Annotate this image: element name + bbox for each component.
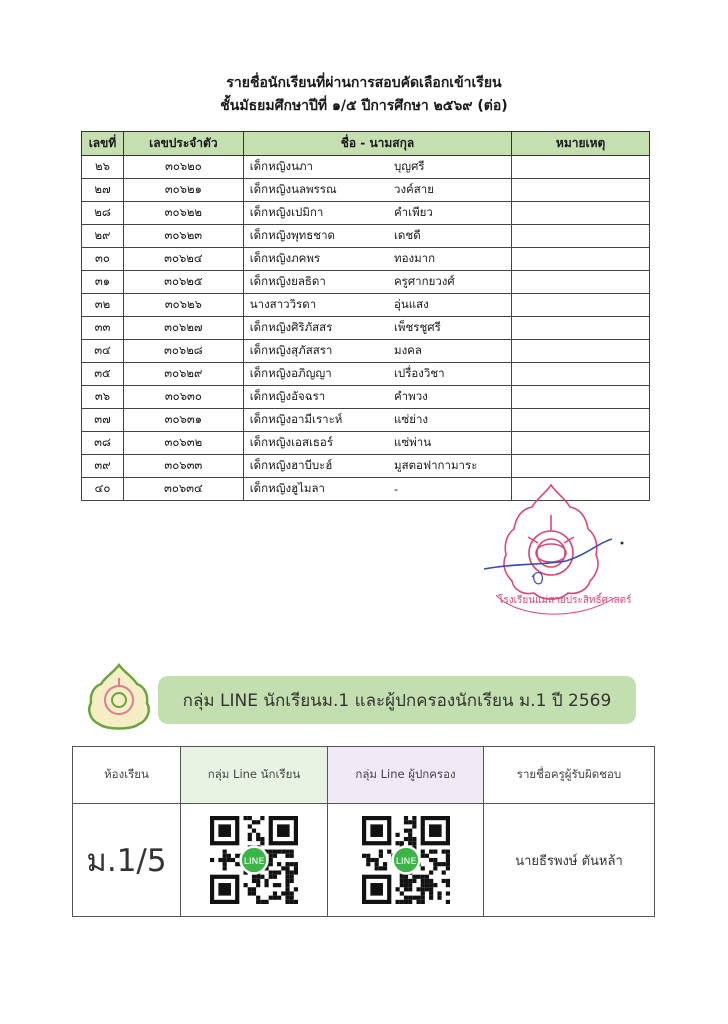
- student-note: [512, 432, 650, 455]
- student-id: ๓๐๖๒๓: [123, 225, 243, 248]
- row-number: ๓๒: [82, 294, 124, 317]
- header-parent-group: กลุ่ม Line ผู้ปกครอง: [328, 747, 484, 804]
- student-first-name: เด็กหญิงอัจฉรา: [243, 386, 388, 409]
- table-row: [82, 409, 650, 432]
- student-note: [512, 248, 650, 271]
- table-row: [82, 248, 650, 271]
- student-note: [512, 340, 650, 363]
- student-first-name: เด็กหญิงฮูไมลา: [243, 478, 388, 501]
- header-no: เลขที่: [82, 132, 124, 156]
- student-note: [512, 225, 650, 248]
- line-badge-label: LINE: [395, 855, 416, 867]
- student-first-name: เด็กหญิงสุภัสสรา: [243, 340, 388, 363]
- student-first-name: เด็กหญิงยลธิดา: [243, 271, 388, 294]
- student-last-name: ทองมาก: [388, 248, 512, 271]
- header-id: เลขประจำตัว: [123, 132, 243, 156]
- table-row: [82, 340, 650, 363]
- row-number: ๓๑: [82, 271, 124, 294]
- student-note: [512, 455, 650, 478]
- table-row: [82, 202, 650, 225]
- school-logo-icon: [84, 662, 154, 732]
- student-note: [512, 363, 650, 386]
- student-first-name: เด็กหญิงนภา: [243, 156, 388, 179]
- row-number: ๓๐: [82, 248, 124, 271]
- row-number: ๓๕: [82, 363, 124, 386]
- line-badge-label: LINE: [243, 855, 265, 867]
- table-row: [82, 179, 650, 202]
- student-last-name: คำเพียว: [388, 202, 512, 225]
- student-id: ๓๐๖๒๖: [123, 294, 243, 317]
- row-number: ๔๐: [82, 478, 124, 501]
- student-first-name: เด็กหญิงฮาบีบะฮ์: [243, 455, 388, 478]
- student-line-qr-code-icon[interactable]: [210, 816, 298, 904]
- student-last-name: เปรื่องวิชา: [388, 363, 512, 386]
- table-row: [82, 432, 650, 455]
- student-last-name: เพ็ชรชูศรี: [388, 317, 512, 340]
- student-id: ๓๐๖๒๙: [123, 363, 243, 386]
- room-cell: [73, 804, 181, 917]
- student-first-name: เด็กหญิงเปมิกา: [243, 202, 388, 225]
- teacher-name: นายธีรพงษ์ ตันหล้า: [515, 853, 623, 869]
- student-last-name: -: [388, 478, 512, 501]
- table-row: [82, 363, 650, 386]
- parent-qr-cell: [328, 804, 484, 917]
- student-first-name: เด็กหญิงอามีเราะห์: [243, 409, 388, 432]
- student-note: [512, 294, 650, 317]
- line-group-table: [72, 746, 655, 917]
- student-first-name: นางสาววิรดา: [243, 294, 388, 317]
- student-id: ๓๐๖๒๘: [123, 340, 243, 363]
- student-table-body: [82, 156, 650, 501]
- table-row: [82, 156, 650, 179]
- row-number: ๓๗: [82, 409, 124, 432]
- student-qr-cell: [181, 804, 328, 917]
- student-id: ๓๐๖๒๑: [123, 179, 243, 202]
- student-last-name: แซ่พ่าน: [388, 432, 512, 455]
- row-number: ๒๙: [82, 225, 124, 248]
- student-first-name: เด็กหญิงศิริภัสสร: [243, 317, 388, 340]
- student-first-name: เด็กหญิงนลพรรณ: [243, 179, 388, 202]
- header-room: ห้องเรียน: [73, 747, 181, 804]
- student-last-name: มูสตอฟากามาระ: [388, 455, 512, 478]
- student-last-name: มงคล: [388, 340, 512, 363]
- header-note: หมายเหตุ: [512, 132, 650, 156]
- student-table-header: [82, 132, 650, 156]
- table-row: [82, 271, 650, 294]
- student-note: [512, 317, 650, 340]
- document-title: [0, 72, 728, 118]
- header-name: ชื่อ - นามสกุล: [243, 132, 511, 156]
- student-note: [512, 386, 650, 409]
- row-number: ๒๘: [82, 202, 124, 225]
- student-id: ๓๐๖๓๔: [123, 478, 243, 501]
- student-id: ๓๐๖๓๐: [123, 386, 243, 409]
- parent-line-qr-code-icon[interactable]: [362, 816, 450, 904]
- student-last-name: อุ่นแสง: [388, 294, 512, 317]
- student-id: ๓๐๖๒๔: [123, 248, 243, 271]
- school-seal-stamp: [476, 477, 636, 627]
- header-teacher: รายชื่อครูผู้รับผิดชอบ: [484, 747, 655, 804]
- table-row: [82, 386, 650, 409]
- student-id: ๓๐๖๓๒: [123, 432, 243, 455]
- title-line-1: รายชื่อนักเรียนที่ผ่านการสอบคัดเลือกเข้าเรียน: [226, 75, 502, 91]
- row-number: ๓๙: [82, 455, 124, 478]
- student-last-name: คำพวง: [388, 386, 512, 409]
- student-id: ๓๐๖๒๗: [123, 317, 243, 340]
- student-last-name: บุญศรี: [388, 156, 512, 179]
- student-last-name: ครูศากยวงศ์: [388, 271, 512, 294]
- row-number: ๓๘: [82, 432, 124, 455]
- seal-text: โรงเรียนแม่สายประสิทธิ์ศาสตร์: [498, 595, 632, 606]
- student-first-name: เด็กหญิงเอสเธอร์: [243, 432, 388, 455]
- table-row: [82, 317, 650, 340]
- student-note: [512, 156, 650, 179]
- student-id: ๓๐๖๓๓: [123, 455, 243, 478]
- student-table: [81, 131, 650, 501]
- title-line-2: ชั้นมัธยมศึกษาปีที่ ๑/๕ ปีการศึกษา ๒๕๖๙ (ต่อ): [220, 98, 508, 114]
- student-first-name: เด็กหญิงอภิญญา: [243, 363, 388, 386]
- student-id: ๓๐๖๒๒: [123, 202, 243, 225]
- student-note: [512, 409, 650, 432]
- room-value: ม.1/5: [86, 843, 167, 879]
- student-first-name: เด็กหญิงภคพร: [243, 248, 388, 271]
- row-number: ๓๓: [82, 317, 124, 340]
- student-last-name: เดชดี: [388, 225, 512, 248]
- row-number: ๒๖: [82, 156, 124, 179]
- header-student-group: กลุ่ม Line นักเรียน: [181, 747, 328, 804]
- student-first-name: เด็กหญิงพุทธชาด: [243, 225, 388, 248]
- student-note: [512, 271, 650, 294]
- student-note: [512, 179, 650, 202]
- student-id: ๓๐๖๒๐: [123, 156, 243, 179]
- row-number: ๓๖: [82, 386, 124, 409]
- student-id: ๓๐๖๒๕: [123, 271, 243, 294]
- table-row: [82, 294, 650, 317]
- student-last-name: แซ่ย่าง: [388, 409, 512, 432]
- row-number: ๓๔: [82, 340, 124, 363]
- row-number: ๒๗: [82, 179, 124, 202]
- table-row: [82, 455, 650, 478]
- student-last-name: วงค์สาย: [388, 179, 512, 202]
- line-group-banner: กลุ่ม LINE นักเรียนม.1 และผู้ปกครองนักเรียน ม.1 ปี 2569: [158, 676, 636, 724]
- table-row: [82, 225, 650, 248]
- teacher-cell: [484, 804, 655, 917]
- student-id: ๓๐๖๓๑: [123, 409, 243, 432]
- student-note: [512, 202, 650, 225]
